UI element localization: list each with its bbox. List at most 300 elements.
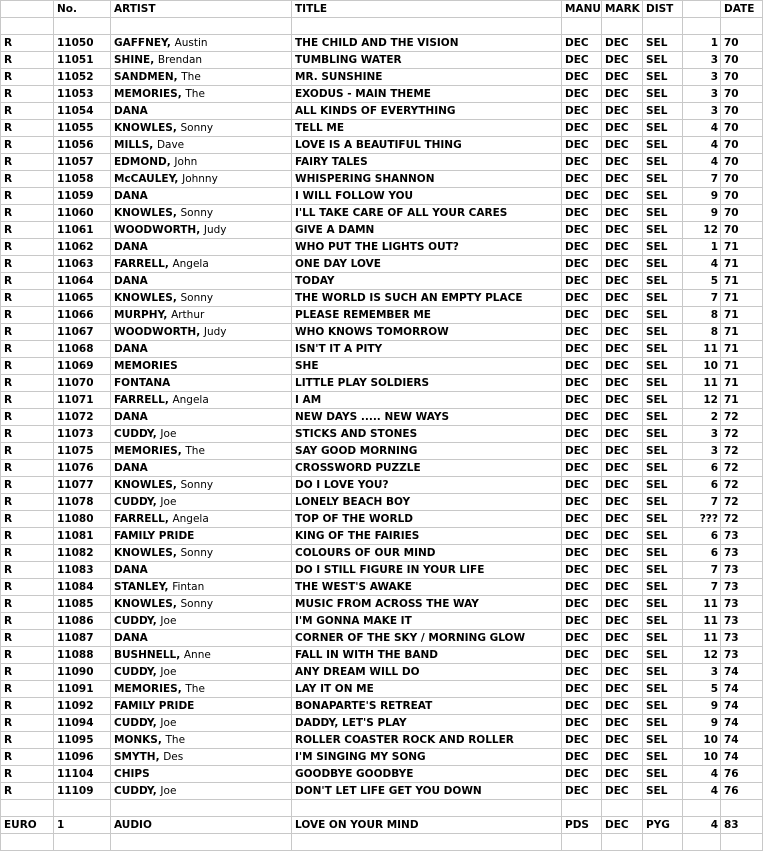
mark-cell[interactable]: DEC bbox=[602, 35, 643, 52]
type-cell[interactable]: R bbox=[1, 120, 54, 137]
mark-cell[interactable]: DEC bbox=[602, 222, 643, 239]
year-cell[interactable]: 71 bbox=[721, 307, 763, 324]
month-cell[interactable]: 10 bbox=[683, 749, 721, 766]
artist-cell[interactable] bbox=[111, 137, 292, 154]
artist-cell[interactable] bbox=[111, 460, 292, 477]
month-cell[interactable]: 9 bbox=[683, 698, 721, 715]
artist-cell[interactable] bbox=[111, 783, 292, 800]
manu-cell[interactable]: DEC bbox=[562, 528, 602, 545]
dist-cell[interactable]: SEL bbox=[643, 69, 683, 86]
type-cell[interactable]: R bbox=[1, 154, 54, 171]
artist-cell[interactable] bbox=[111, 681, 292, 698]
title-cell[interactable]: MUSIC FROM ACROSS THE WAY bbox=[292, 596, 562, 613]
title-cell[interactable]: NEW DAYS ..... NEW WAYS bbox=[292, 409, 562, 426]
mark-cell[interactable]: DEC bbox=[602, 205, 643, 222]
artist-cell[interactable] bbox=[111, 426, 292, 443]
dist-cell[interactable]: SEL bbox=[643, 35, 683, 52]
type-cell[interactable]: R bbox=[1, 562, 54, 579]
artist-cell[interactable] bbox=[111, 188, 292, 205]
month-cell[interactable]: 8 bbox=[683, 307, 721, 324]
catalog-number-cell[interactable]: 11091 bbox=[54, 681, 111, 698]
year-cell[interactable]: 74 bbox=[721, 732, 763, 749]
type-cell[interactable]: EURO bbox=[1, 817, 54, 834]
type-cell[interactable]: R bbox=[1, 52, 54, 69]
dist-cell[interactable]: SEL bbox=[643, 698, 683, 715]
mark-cell[interactable]: DEC bbox=[602, 256, 643, 273]
year-cell[interactable]: 73 bbox=[721, 528, 763, 545]
mark-cell[interactable]: DEC bbox=[602, 783, 643, 800]
month-cell[interactable]: 12 bbox=[683, 392, 721, 409]
mark-cell[interactable]: DEC bbox=[602, 630, 643, 647]
month-cell[interactable]: 3 bbox=[683, 103, 721, 120]
dist-cell[interactable]: SEL bbox=[643, 443, 683, 460]
mark-cell[interactable]: DEC bbox=[602, 426, 643, 443]
type-cell[interactable]: R bbox=[1, 222, 54, 239]
catalog-number-cell[interactable]: 11057 bbox=[54, 154, 111, 171]
catalog-number-cell[interactable]: 11062 bbox=[54, 239, 111, 256]
catalog-number-cell[interactable]: 11053 bbox=[54, 86, 111, 103]
header-date[interactable]: DATE bbox=[721, 1, 763, 18]
manu-cell[interactable]: DEC bbox=[562, 630, 602, 647]
catalog-number-cell[interactable]: 11067 bbox=[54, 324, 111, 341]
title-cell[interactable]: SAY GOOD MORNING bbox=[292, 443, 562, 460]
title-cell[interactable]: THE CHILD AND THE VISION bbox=[292, 35, 562, 52]
dist-cell[interactable]: SEL bbox=[643, 664, 683, 681]
year-cell[interactable]: 70 bbox=[721, 103, 763, 120]
catalog-number-cell[interactable]: 11082 bbox=[54, 545, 111, 562]
artist-cell[interactable] bbox=[111, 562, 292, 579]
catalog-number-cell[interactable]: 11077 bbox=[54, 477, 111, 494]
type-cell[interactable]: R bbox=[1, 545, 54, 562]
dist-cell[interactable]: SEL bbox=[643, 409, 683, 426]
catalog-number-cell[interactable]: 11051 bbox=[54, 52, 111, 69]
catalog-number-cell[interactable]: 11075 bbox=[54, 443, 111, 460]
mark-cell[interactable]: DEC bbox=[602, 290, 643, 307]
type-cell[interactable]: R bbox=[1, 494, 54, 511]
month-cell[interactable]: 4 bbox=[683, 766, 721, 783]
dist-cell[interactable]: SEL bbox=[643, 222, 683, 239]
mark-cell[interactable]: DEC bbox=[602, 341, 643, 358]
type-cell[interactable]: R bbox=[1, 290, 54, 307]
catalog-number-cell[interactable]: 11071 bbox=[54, 392, 111, 409]
title-cell[interactable]: DO I LOVE YOU? bbox=[292, 477, 562, 494]
dist-cell[interactable]: SEL bbox=[643, 579, 683, 596]
title-cell[interactable]: FAIRY TALES bbox=[292, 154, 562, 171]
artist-cell[interactable] bbox=[111, 596, 292, 613]
catalog-number-cell[interactable]: 11072 bbox=[54, 409, 111, 426]
type-cell[interactable]: R bbox=[1, 273, 54, 290]
month-cell[interactable]: 7 bbox=[683, 579, 721, 596]
type-cell[interactable]: R bbox=[1, 137, 54, 154]
type-cell[interactable]: R bbox=[1, 749, 54, 766]
type-cell[interactable]: R bbox=[1, 205, 54, 222]
year-cell[interactable]: 70 bbox=[721, 35, 763, 52]
manu-cell[interactable]: DEC bbox=[562, 596, 602, 613]
manu-cell[interactable]: DEC bbox=[562, 647, 602, 664]
title-cell[interactable]: WHO PUT THE LIGHTS OUT? bbox=[292, 239, 562, 256]
dist-cell[interactable]: SEL bbox=[643, 545, 683, 562]
artist-cell[interactable] bbox=[111, 732, 292, 749]
empty-cell[interactable] bbox=[643, 834, 683, 851]
empty-cell[interactable] bbox=[683, 18, 721, 35]
title-cell[interactable]: CORNER OF THE SKY / MORNING GLOW bbox=[292, 630, 562, 647]
dist-cell[interactable]: SEL bbox=[643, 307, 683, 324]
manu-cell[interactable]: DEC bbox=[562, 426, 602, 443]
title-cell[interactable]: I'M GONNA MAKE IT bbox=[292, 613, 562, 630]
month-cell[interactable]: 1 bbox=[683, 239, 721, 256]
type-cell[interactable]: R bbox=[1, 681, 54, 698]
mark-cell[interactable]: DEC bbox=[602, 409, 643, 426]
manu-cell[interactable]: DEC bbox=[562, 375, 602, 392]
type-cell[interactable]: R bbox=[1, 528, 54, 545]
manu-cell[interactable]: DEC bbox=[562, 715, 602, 732]
month-cell[interactable]: 9 bbox=[683, 715, 721, 732]
type-cell[interactable]: R bbox=[1, 256, 54, 273]
dist-cell[interactable]: SEL bbox=[643, 562, 683, 579]
mark-cell[interactable]: DEC bbox=[602, 511, 643, 528]
dist-cell[interactable]: SEL bbox=[643, 341, 683, 358]
month-cell[interactable]: 10 bbox=[683, 358, 721, 375]
title-cell[interactable]: ISN'T IT A PITY bbox=[292, 341, 562, 358]
header-manu[interactable]: MANU bbox=[562, 1, 602, 18]
catalog-number-cell[interactable]: 11064 bbox=[54, 273, 111, 290]
year-cell[interactable]: 73 bbox=[721, 647, 763, 664]
title-cell[interactable]: FALL IN WITH THE BAND bbox=[292, 647, 562, 664]
manu-cell[interactable]: DEC bbox=[562, 52, 602, 69]
dist-cell[interactable]: SEL bbox=[643, 528, 683, 545]
manu-cell[interactable]: DEC bbox=[562, 749, 602, 766]
year-cell[interactable]: 74 bbox=[721, 715, 763, 732]
catalog-number-cell[interactable]: 1 bbox=[54, 817, 111, 834]
year-cell[interactable]: 70 bbox=[721, 86, 763, 103]
manu-cell[interactable]: DEC bbox=[562, 290, 602, 307]
manu-cell[interactable]: DEC bbox=[562, 358, 602, 375]
title-cell[interactable]: CROSSWORD PUZZLE bbox=[292, 460, 562, 477]
type-cell[interactable]: R bbox=[1, 766, 54, 783]
dist-cell[interactable]: SEL bbox=[643, 358, 683, 375]
type-cell[interactable]: R bbox=[1, 188, 54, 205]
dist-cell[interactable]: SEL bbox=[643, 596, 683, 613]
year-cell[interactable]: 72 bbox=[721, 443, 763, 460]
artist-cell[interactable] bbox=[111, 664, 292, 681]
manu-cell[interactable]: DEC bbox=[562, 341, 602, 358]
artist-cell[interactable] bbox=[111, 256, 292, 273]
dist-cell[interactable]: SEL bbox=[643, 477, 683, 494]
mark-cell[interactable]: DEC bbox=[602, 120, 643, 137]
year-cell[interactable]: 70 bbox=[721, 188, 763, 205]
catalog-number-cell[interactable]: 11056 bbox=[54, 137, 111, 154]
title-cell[interactable]: TUMBLING WATER bbox=[292, 52, 562, 69]
dist-cell[interactable]: SEL bbox=[643, 256, 683, 273]
title-cell[interactable]: PLEASE REMEMBER ME bbox=[292, 307, 562, 324]
year-cell[interactable]: 71 bbox=[721, 290, 763, 307]
type-cell[interactable]: R bbox=[1, 35, 54, 52]
year-cell[interactable]: 71 bbox=[721, 273, 763, 290]
month-cell[interactable]: 12 bbox=[683, 647, 721, 664]
artist-cell[interactable] bbox=[111, 528, 292, 545]
mark-cell[interactable]: DEC bbox=[602, 324, 643, 341]
type-cell[interactable]: R bbox=[1, 664, 54, 681]
catalog-number-cell[interactable]: 11065 bbox=[54, 290, 111, 307]
mark-cell[interactable]: DEC bbox=[602, 681, 643, 698]
month-cell[interactable]: ??? bbox=[683, 511, 721, 528]
year-cell[interactable]: 73 bbox=[721, 562, 763, 579]
empty-cell[interactable] bbox=[562, 834, 602, 851]
artist-cell[interactable] bbox=[111, 766, 292, 783]
type-cell[interactable]: R bbox=[1, 443, 54, 460]
mark-cell[interactable]: DEC bbox=[602, 766, 643, 783]
empty-cell[interactable] bbox=[111, 18, 292, 35]
month-cell[interactable]: 11 bbox=[683, 375, 721, 392]
type-cell[interactable]: R bbox=[1, 239, 54, 256]
year-cell[interactable]: 73 bbox=[721, 613, 763, 630]
type-cell[interactable]: R bbox=[1, 426, 54, 443]
manu-cell[interactable]: DEC bbox=[562, 86, 602, 103]
artist-cell[interactable] bbox=[111, 52, 292, 69]
month-cell[interactable]: 12 bbox=[683, 222, 721, 239]
title-cell[interactable]: I'LL TAKE CARE OF ALL YOUR CARES bbox=[292, 205, 562, 222]
catalog-number-cell[interactable]: 11088 bbox=[54, 647, 111, 664]
catalog-number-cell[interactable]: 11092 bbox=[54, 698, 111, 715]
manu-cell[interactable]: DEC bbox=[562, 222, 602, 239]
year-cell[interactable]: 74 bbox=[721, 681, 763, 698]
type-cell[interactable]: R bbox=[1, 392, 54, 409]
artist-cell[interactable] bbox=[111, 205, 292, 222]
type-cell[interactable]: R bbox=[1, 477, 54, 494]
dist-cell[interactable]: SEL bbox=[643, 171, 683, 188]
type-cell[interactable]: R bbox=[1, 783, 54, 800]
artist-cell[interactable] bbox=[111, 715, 292, 732]
dist-cell[interactable]: SEL bbox=[643, 460, 683, 477]
title-cell[interactable]: GIVE A DAMN bbox=[292, 222, 562, 239]
artist-cell[interactable] bbox=[111, 86, 292, 103]
month-cell[interactable]: 1 bbox=[683, 35, 721, 52]
artist-cell[interactable] bbox=[111, 239, 292, 256]
empty-cell[interactable] bbox=[562, 18, 602, 35]
catalog-number-cell[interactable]: 11095 bbox=[54, 732, 111, 749]
mark-cell[interactable]: DEC bbox=[602, 307, 643, 324]
empty-cell[interactable] bbox=[292, 18, 562, 35]
catalog-number-cell[interactable]: 11085 bbox=[54, 596, 111, 613]
catalog-number-cell[interactable]: 11090 bbox=[54, 664, 111, 681]
mark-cell[interactable]: DEC bbox=[602, 171, 643, 188]
catalog-number-cell[interactable]: 11096 bbox=[54, 749, 111, 766]
mark-cell[interactable]: DEC bbox=[602, 392, 643, 409]
month-cell[interactable]: 9 bbox=[683, 188, 721, 205]
mark-cell[interactable]: DEC bbox=[602, 579, 643, 596]
empty-cell[interactable] bbox=[292, 834, 562, 851]
mark-cell[interactable]: DEC bbox=[602, 460, 643, 477]
month-cell[interactable]: 6 bbox=[683, 545, 721, 562]
month-cell[interactable]: 10 bbox=[683, 732, 721, 749]
empty-cell[interactable] bbox=[292, 800, 562, 817]
title-cell[interactable]: KING OF THE FAIRIES bbox=[292, 528, 562, 545]
catalog-number-cell[interactable]: 11083 bbox=[54, 562, 111, 579]
dist-cell[interactable]: SEL bbox=[643, 120, 683, 137]
manu-cell[interactable]: DEC bbox=[562, 664, 602, 681]
type-cell[interactable]: R bbox=[1, 103, 54, 120]
mark-cell[interactable]: DEC bbox=[602, 545, 643, 562]
mark-cell[interactable]: DEC bbox=[602, 817, 643, 834]
dist-cell[interactable]: SEL bbox=[643, 511, 683, 528]
year-cell[interactable]: 70 bbox=[721, 137, 763, 154]
manu-cell[interactable]: DEC bbox=[562, 732, 602, 749]
month-cell[interactable]: 5 bbox=[683, 273, 721, 290]
mark-cell[interactable]: DEC bbox=[602, 732, 643, 749]
manu-cell[interactable]: DEC bbox=[562, 613, 602, 630]
month-cell[interactable]: 9 bbox=[683, 205, 721, 222]
artist-cell[interactable] bbox=[111, 579, 292, 596]
empty-cell[interactable] bbox=[54, 800, 111, 817]
month-cell[interactable]: 3 bbox=[683, 69, 721, 86]
dist-cell[interactable]: SEL bbox=[643, 52, 683, 69]
dist-cell[interactable]: SEL bbox=[643, 205, 683, 222]
year-cell[interactable]: 72 bbox=[721, 477, 763, 494]
month-cell[interactable]: 3 bbox=[683, 52, 721, 69]
manu-cell[interactable]: DEC bbox=[562, 188, 602, 205]
type-cell[interactable]: R bbox=[1, 409, 54, 426]
catalog-number-cell[interactable]: 11087 bbox=[54, 630, 111, 647]
year-cell[interactable]: 76 bbox=[721, 783, 763, 800]
header-mark[interactable]: MARK bbox=[602, 1, 643, 18]
mark-cell[interactable]: DEC bbox=[602, 69, 643, 86]
dist-cell[interactable]: SEL bbox=[643, 392, 683, 409]
type-cell[interactable]: R bbox=[1, 630, 54, 647]
mark-cell[interactable]: DEC bbox=[602, 698, 643, 715]
artist-cell[interactable] bbox=[111, 324, 292, 341]
empty-cell[interactable] bbox=[602, 834, 643, 851]
empty-cell[interactable] bbox=[54, 18, 111, 35]
year-cell[interactable]: 72 bbox=[721, 494, 763, 511]
manu-cell[interactable]: DEC bbox=[562, 460, 602, 477]
year-cell[interactable]: 73 bbox=[721, 545, 763, 562]
dist-cell[interactable]: SEL bbox=[643, 681, 683, 698]
artist-cell[interactable] bbox=[111, 817, 292, 834]
mark-cell[interactable]: DEC bbox=[602, 52, 643, 69]
artist-cell[interactable] bbox=[111, 409, 292, 426]
mark-cell[interactable]: DEC bbox=[602, 103, 643, 120]
year-cell[interactable]: 71 bbox=[721, 324, 763, 341]
manu-cell[interactable]: DEC bbox=[562, 579, 602, 596]
mark-cell[interactable]: DEC bbox=[602, 443, 643, 460]
catalog-number-cell[interactable]: 11054 bbox=[54, 103, 111, 120]
dist-cell[interactable]: SEL bbox=[643, 749, 683, 766]
month-cell[interactable]: 4 bbox=[683, 817, 721, 834]
catalog-number-cell[interactable]: 11109 bbox=[54, 783, 111, 800]
title-cell[interactable]: COLOURS OF OUR MIND bbox=[292, 545, 562, 562]
year-cell[interactable]: 73 bbox=[721, 596, 763, 613]
manu-cell[interactable]: DEC bbox=[562, 205, 602, 222]
month-cell[interactable]: 6 bbox=[683, 460, 721, 477]
month-cell[interactable]: 7 bbox=[683, 290, 721, 307]
artist-cell[interactable] bbox=[111, 375, 292, 392]
month-cell[interactable]: 3 bbox=[683, 426, 721, 443]
month-cell[interactable]: 4 bbox=[683, 137, 721, 154]
title-cell[interactable]: I'M SINGING MY SONG bbox=[292, 749, 562, 766]
empty-cell[interactable] bbox=[683, 834, 721, 851]
manu-cell[interactable]: DEC bbox=[562, 511, 602, 528]
month-cell[interactable]: 4 bbox=[683, 154, 721, 171]
catalog-number-cell[interactable]: 11068 bbox=[54, 341, 111, 358]
artist-cell[interactable] bbox=[111, 392, 292, 409]
mark-cell[interactable]: DEC bbox=[602, 239, 643, 256]
dist-cell[interactable]: SEL bbox=[643, 647, 683, 664]
title-cell[interactable]: LAY IT ON ME bbox=[292, 681, 562, 698]
catalog-number-cell[interactable]: 11066 bbox=[54, 307, 111, 324]
header-month[interactable] bbox=[683, 1, 721, 18]
mark-cell[interactable]: DEC bbox=[602, 528, 643, 545]
manu-cell[interactable]: PDS bbox=[562, 817, 602, 834]
empty-cell[interactable] bbox=[54, 834, 111, 851]
dist-cell[interactable]: SEL bbox=[643, 783, 683, 800]
dist-cell[interactable]: SEL bbox=[643, 290, 683, 307]
year-cell[interactable]: 70 bbox=[721, 205, 763, 222]
artist-cell[interactable] bbox=[111, 545, 292, 562]
mark-cell[interactable]: DEC bbox=[602, 188, 643, 205]
month-cell[interactable]: 6 bbox=[683, 477, 721, 494]
artist-cell[interactable] bbox=[111, 222, 292, 239]
catalog-number-cell[interactable]: 11073 bbox=[54, 426, 111, 443]
empty-cell[interactable] bbox=[111, 800, 292, 817]
header-artist[interactable]: ARTIST bbox=[111, 1, 292, 18]
year-cell[interactable]: 70 bbox=[721, 154, 763, 171]
year-cell[interactable]: 70 bbox=[721, 171, 763, 188]
title-cell[interactable]: TODAY bbox=[292, 273, 562, 290]
dist-cell[interactable]: SEL bbox=[643, 239, 683, 256]
artist-cell[interactable] bbox=[111, 103, 292, 120]
year-cell[interactable]: 70 bbox=[721, 69, 763, 86]
dist-cell[interactable]: SEL bbox=[643, 494, 683, 511]
year-cell[interactable]: 71 bbox=[721, 375, 763, 392]
title-cell[interactable]: BONAPARTE'S RETREAT bbox=[292, 698, 562, 715]
type-cell[interactable]: R bbox=[1, 511, 54, 528]
mark-cell[interactable]: DEC bbox=[602, 358, 643, 375]
catalog-number-cell[interactable]: 11063 bbox=[54, 256, 111, 273]
type-cell[interactable]: R bbox=[1, 647, 54, 664]
artist-cell[interactable] bbox=[111, 477, 292, 494]
title-cell[interactable]: WHISPERING SHANNON bbox=[292, 171, 562, 188]
manu-cell[interactable]: DEC bbox=[562, 681, 602, 698]
title-cell[interactable]: STICKS AND STONES bbox=[292, 426, 562, 443]
mark-cell[interactable]: DEC bbox=[602, 137, 643, 154]
year-cell[interactable]: 74 bbox=[721, 664, 763, 681]
month-cell[interactable]: 11 bbox=[683, 596, 721, 613]
year-cell[interactable]: 72 bbox=[721, 426, 763, 443]
empty-cell[interactable] bbox=[1, 834, 54, 851]
empty-cell[interactable] bbox=[1, 800, 54, 817]
mark-cell[interactable]: DEC bbox=[602, 596, 643, 613]
year-cell[interactable]: 76 bbox=[721, 766, 763, 783]
mark-cell[interactable]: DEC bbox=[602, 562, 643, 579]
type-cell[interactable]: R bbox=[1, 698, 54, 715]
catalog-number-cell[interactable]: 11050 bbox=[54, 35, 111, 52]
title-cell[interactable]: ALL KINDS OF EVERYTHING bbox=[292, 103, 562, 120]
month-cell[interactable]: 3 bbox=[683, 664, 721, 681]
title-cell[interactable]: LITTLE PLAY SOLDIERS bbox=[292, 375, 562, 392]
header-dist[interactable]: DIST bbox=[643, 1, 683, 18]
title-cell[interactable]: TELL ME bbox=[292, 120, 562, 137]
year-cell[interactable]: 83 bbox=[721, 817, 763, 834]
header-type[interactable] bbox=[1, 1, 54, 18]
year-cell[interactable]: 71 bbox=[721, 358, 763, 375]
year-cell[interactable]: 72 bbox=[721, 511, 763, 528]
manu-cell[interactable]: DEC bbox=[562, 392, 602, 409]
month-cell[interactable]: 11 bbox=[683, 630, 721, 647]
year-cell[interactable]: 71 bbox=[721, 341, 763, 358]
dist-cell[interactable]: SEL bbox=[643, 103, 683, 120]
catalog-number-cell[interactable]: 11086 bbox=[54, 613, 111, 630]
empty-cell[interactable] bbox=[643, 18, 683, 35]
